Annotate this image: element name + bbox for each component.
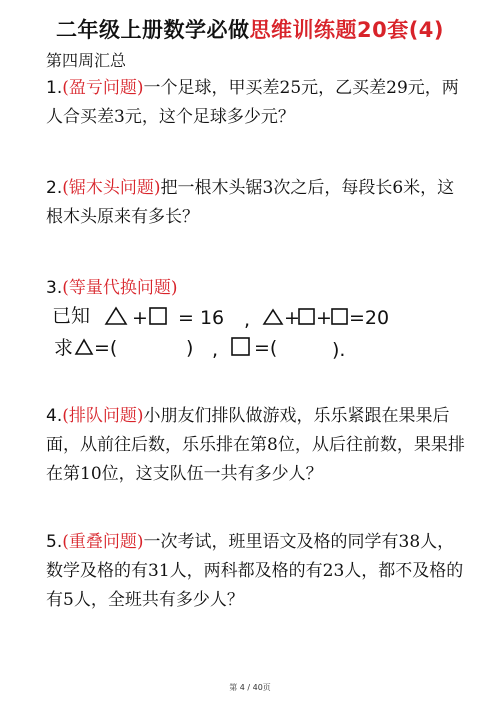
triangle-shape bbox=[106, 308, 126, 324]
hw-known-label: 已知 bbox=[52, 305, 91, 327]
question-text: 一次考试，班里语文及格的同学有38人，数学及格的有31人，两科都及格的有23人，都不及格的有5人，全班共有多少人？ bbox=[46, 532, 464, 610]
hw-plus: + bbox=[132, 307, 148, 329]
square-shape bbox=[332, 309, 347, 324]
page-number: 第 4 / 40页 bbox=[229, 683, 271, 692]
hw-comma: , bbox=[244, 309, 251, 331]
question-number: 1. bbox=[46, 78, 63, 98]
hw-plus: + bbox=[316, 307, 332, 329]
square-shape bbox=[150, 308, 166, 324]
title-highlight: 思维训练题20套(4) bbox=[249, 18, 445, 42]
square-shape bbox=[232, 338, 249, 355]
triangle-shape bbox=[76, 340, 92, 354]
question-tag: (排队问题) bbox=[62, 406, 144, 426]
question-tag: (锯木头问题) bbox=[62, 178, 161, 198]
hw-comma: , bbox=[212, 339, 219, 361]
question-text: 一个足球，甲买差25元，乙买差29元，两人合买差3元，这个足球多少元？ bbox=[46, 78, 459, 127]
question-4 bbox=[46, 402, 466, 489]
handwritten-equations bbox=[46, 302, 486, 374]
hw-ans-close-2: ). bbox=[332, 339, 346, 361]
subtitle: 第四周汇总 bbox=[46, 51, 127, 70]
question-number: 5. bbox=[46, 532, 63, 552]
question-tag: (重叠问题) bbox=[62, 532, 144, 552]
question-number: 3. bbox=[46, 278, 63, 298]
hw-ans-close-1: ) bbox=[186, 337, 194, 359]
question-text: 把一根木头锯3次之后，每段长6米，这根木头原来有多长？ bbox=[46, 178, 455, 227]
title-main: 二年级上册数学必做 bbox=[55, 18, 250, 42]
question-tag: (等量代换问题) bbox=[62, 278, 178, 298]
hw-ans-open-1: =( bbox=[94, 337, 118, 359]
question-1 bbox=[46, 74, 466, 132]
question-2 bbox=[46, 174, 466, 232]
hw-eq2: =20 bbox=[349, 307, 390, 329]
handwriting-svg bbox=[46, 302, 486, 374]
question-number: 4. bbox=[46, 406, 63, 426]
question-number: 2. bbox=[46, 178, 63, 198]
triangle-shape bbox=[264, 310, 282, 324]
question-tag: (盈亏问题) bbox=[62, 78, 144, 98]
question-text: 小朋友们排队做游戏，乐乐紧跟在果果后面，从前往后数，乐乐排在第8位，从后往前数，果果排在第10位，这支队伍一共有多少人？ bbox=[46, 406, 465, 484]
question-3 bbox=[46, 274, 466, 303]
hw-find-label: 求 bbox=[54, 337, 74, 359]
square-shape bbox=[299, 309, 314, 324]
hw-plus: + bbox=[284, 307, 300, 329]
hw-ans-open-2: =( bbox=[254, 337, 278, 359]
hw-eq1: = 16 bbox=[178, 307, 225, 329]
question-5 bbox=[46, 528, 466, 615]
page-title bbox=[0, 14, 500, 44]
